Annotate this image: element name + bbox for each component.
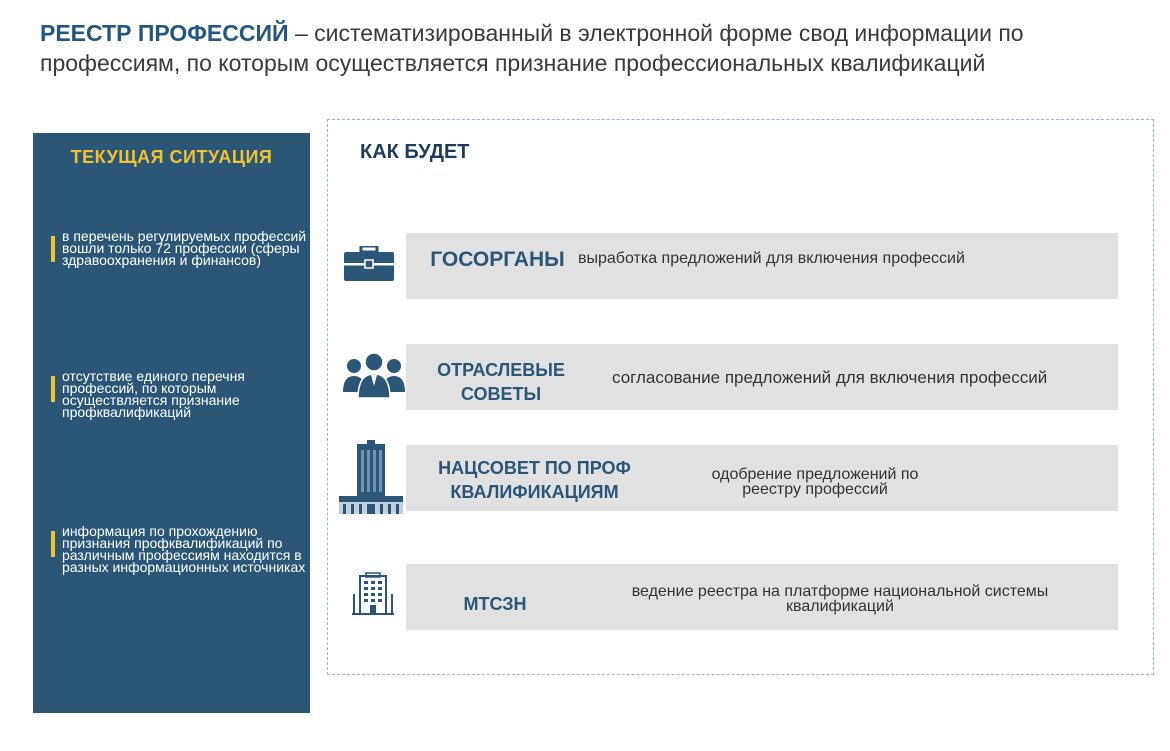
current-bullet-3: информация по прохождению признания профквалификаций по различным профессиям находится в разных информационных источниках: [51, 525, 312, 573]
row-otraslevye-sovety-name: ОТРАСЛЕВЫЕ СОВЕТЫ: [437, 360, 565, 404]
row-otraslevye-sovety-desc: согласование предложений для включения профессий: [612, 368, 1048, 387]
current-bullet-1: в перечень регулируемых профессий вошли только 72 профессии (сферы здравоохранения и финансов): [51, 230, 312, 266]
row-gosorgany-desc: выработка предложений для включения профессий: [578, 250, 965, 267]
registry-definition: – систематизированный в электронной форме свод информации по профессиям, по которым осуществляется признание профессиональных квалификаций: [40, 20, 1024, 76]
government-building-icon: [337, 440, 405, 519]
current-bullet-2: отсутствие единого перечня профессий, по которым осуществляется признание профквалификаций: [51, 370, 312, 418]
row-natssovet-desc: одобрение предложений по реестру профессий: [711, 466, 919, 498]
row-mtszn-name: МТСЗН: [463, 594, 527, 614]
row-mtszn-desc: ведение реестра на платформе национальной системы квалификаций: [631, 583, 1049, 615]
future-title: КАК БУДЕТ: [360, 141, 470, 163]
current-situation-title: ТЕКУЩАЯ СИТУАЦИЯ: [70, 147, 273, 167]
page-header: [40, 18, 1150, 78]
row-natssovet-name: НАЦСОВЕТ ПО ПРОФ КВАЛИФИКАЦИЯМ: [438, 458, 631, 502]
current-situation-panel: [33, 133, 310, 713]
registry-term: РЕЕСТР ПРОФЕССИЙ: [40, 20, 289, 46]
row-gosorgany-name: ГОСОРГАНЫ: [430, 248, 565, 271]
office-building-icon: [350, 572, 396, 621]
briefcase-icon: [343, 246, 395, 287]
group-icon: [343, 352, 405, 403]
